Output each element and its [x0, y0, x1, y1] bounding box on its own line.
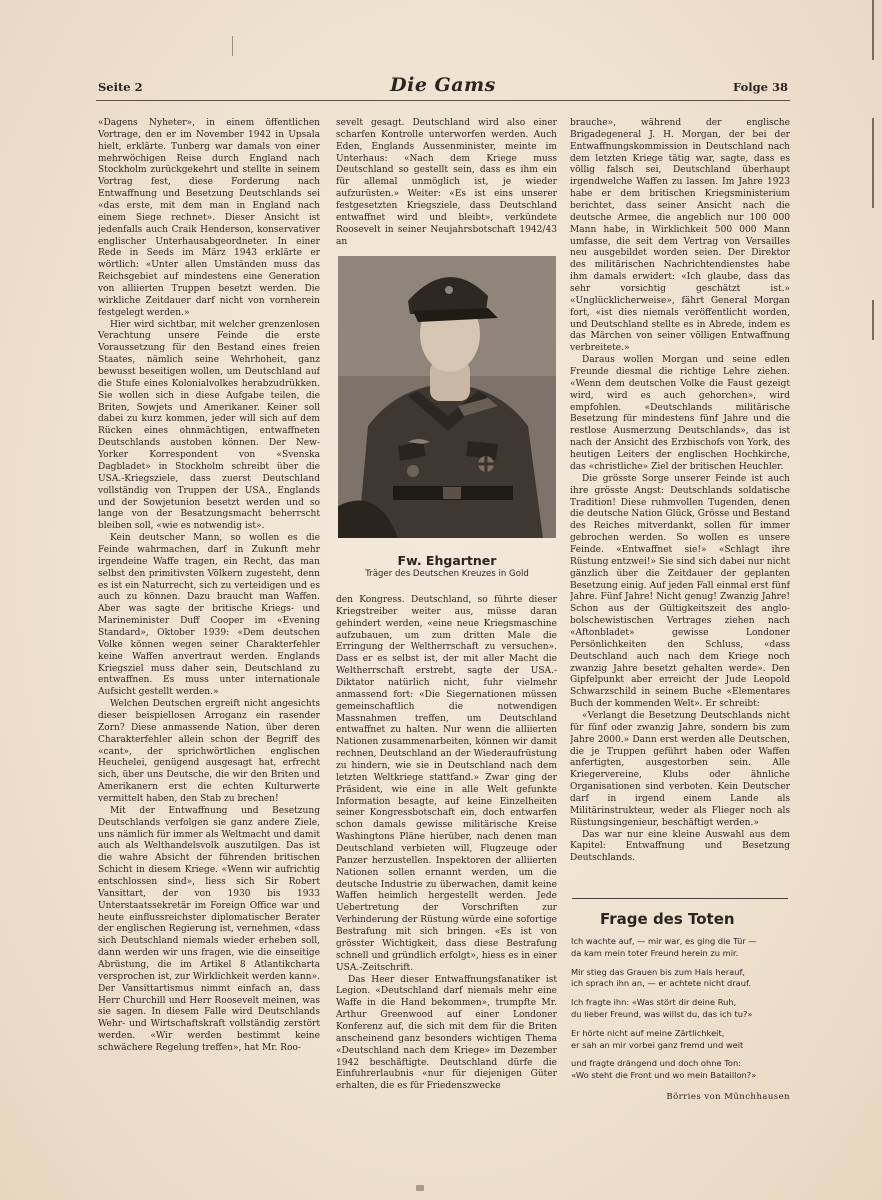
page-number: Seite 2 [98, 80, 143, 94]
poem-title: Frage des Toten [600, 910, 735, 928]
poem-line: Ich wachte auf, — mir war, es ging die Tür — [571, 936, 757, 946]
article-column-2-bottom [336, 595, 557, 1140]
section-divider [572, 898, 788, 899]
paragraph: brauche», während der englische Brigadegeneral J. H. Morgan, der bei der Entwaffnungskommission in Deutschland nach dem letzten Kriege tätig war, sagte, dass es völlig falsch sei, Deutschland überhaupt irgendwelche Waffen zu lassen. Im Jahre 1923 habe er dem britischen Kriegsministerium berichtet, dass seiner Ansicht nach die deutsche Armee, die angeblich nur 100 000 Mann habe, in Wirklichkeit 500 000 Mann umfasse, die seit dem Vertrag von Versailles neu ausgebildet worden seien. Der Direktor des militärischen Nachrichtendienstes habe ihm damals erwidert: «Ich glaube, dass das sehr vorsichtig geschätzt ist.» «Unglücklicherweise», fährt General Morgan fort, «ist dies niemals veröffentlicht worden, und Deutschland stellte es in Abrede, indem es das Märchen von seiner völligen Entwaffnung verbreitete.» [570, 118, 790, 354]
poem-line: er sah an mir vorbei ganz fremd und weit [571, 1039, 744, 1050]
poem-stanza [571, 997, 791, 1021]
poem-stanza [571, 1028, 791, 1052]
poem-stanza [571, 1058, 791, 1082]
photo-caption-name: Fw. Ehgartner [397, 553, 497, 568]
paragraph: Daraus wollen Morgan und seine edlen Freunde diesmal die richtige Lehre ziehen. «Wenn dem deutschen Volke die Faust gezeigt wird, wird es auch gehorchen», wird empfohlen. «Deutschlands militärische Besetzung für mindestens fünf Jahre und die restlose Ausmerzung Deutschlands», das ist nach der Ansicht des Erzbischofs von York, des heutigen Leiters der englischen Hochkirche, das «christliche» Ziel der britischen Heuchler. [570, 355, 790, 472]
poem-stanza [571, 967, 791, 991]
poem-line: Ich fragte ihn: «Was stört dir deine Ruh, [571, 997, 737, 1008]
paper-edge-mark [872, 300, 874, 340]
poem-stanza [571, 936, 791, 960]
photo-caption-text: Träger des Deutschen Kreuzes in Gold [365, 569, 529, 579]
page-header [96, 74, 790, 102]
paper-mark [232, 36, 233, 56]
header-rule [96, 100, 790, 101]
poem-line: und fragte drängend und doch ohne Ton: [571, 1058, 741, 1069]
poem-author: Börries von Münchhausen [666, 1092, 790, 1102]
paragraph: Die grösste Sorge unserer Feinde ist auch ihre grösste Angst: Deutschlands soldatische Tradition! Diese ruhmvollen Tugenden, denen die deutsche Nation Glück, Grösse und Bestand des Reiches mitverdankt, sollen für immer gebrochen werden. So wollen es unsere Feinde. «Entwaffnet sie!» «Schlagt ihre Rüstung entzwei!» Sie sind sich dabei nur nicht gänzlich über die Zeitdauer der geplanten Besetzung einig. Auf jeden Fall einmal erst fünf Jahre. Fünf Jahre! Nicht genug! Zwanzig Jahre! Schon aus der Gültigkeitszeit des anglo-bolschewistischen Vertrages ziehen nach «Aftonbladet» gewisse Londoner Persönlichkeiten den Schluss, «dass Deutschland auch nach dem Kriege noch zwanzig Jahre besetzt gehalten werde». Den Gipfelpunkt aber erreicht der Jude Leopold Schwarzschild in seinem Buche «Elementares Buch der kommenden Welt». Er schreibt: [570, 473, 790, 710]
paragraph: «Dagens Nyheter», in einem öffentlichen Vortrage, den er im November 1942 in Upsala hielt, erklärte. Tunberg war damals von einer mehrwöchigen Reise durch England nach Stockholm zurückgekehrt und stellte in seinem Vortrag fest, diese Forderung nach Entwaffnung und Besetzung Deutschlands sei «das erste, mit dem man in England nach einem Siege rechnet». Dieser Ansicht ist jedenfalls auch Craik Henderson, konservativer englischer Unterhausabgeordneter. In einer Rede in Seeds im März 1943 erklärte er wörtlich: «Unter allen Umständen muss das Reichsgebiet auf mindestens eine Generation von alliierten Truppen besetzt werden. Die wirkliche Zeitdauer darf nicht von vornherein festgelegt werden.» [98, 118, 320, 318]
paragraph: Welchen Deutschen ergreift nicht angesichts dieser beispiellosen Arroganz ein rasender Zorn? Diese anmassende Nation, über deren Charakterfehler allein schon der Begriff des «cant», der sprichwörtlichen englischen Heuchelei, genügend ausgesagt hat, erfrecht sich, über uns Deutsche, die wir den Briten und Amerikanern erst die echten Kulturwerte vermittelt haben, den Stab zu brechen! [98, 699, 320, 804]
masthead-title: Die Gams [390, 74, 496, 96]
paragraph: den Kongress. Deutschland, so führte dieser Kriegstreiber weiter aus, müsse daran gehindert werden, «eine neue Kriegsmaschine aufzubauen, um zum dritten Male die Erringung der Weltherrschaft zu versuchen». Dass er es selbst ist, der mit aller Macht die Weltherrschaft erstrebt, sagte der USA.-Diktator natürlich nicht, fuhr vielmehr anmassend fort: «Die Siegernationen müssen gemeinschaftlich die notwendigen Massnahmen treffen, um Deutschland entwaffnet zu halten. Nur wenn die alliierten Nationen zusammenarbeiten, können wir damit rechnen, Deutschland an der Wiederaufrüstung zu hindern, wie sie in Deutschland nach dem letzten Weltkriege stattfand.» Zwar ging der Präsident, wie eine in alle Welt gefunkte Information besagte, auf keine Einzelheiten seiner Kongressbotschaft ein, doch entwarfen schon damals gewisse militärische Kreise Washingtons Pläne hierüber, nach denen man Deutschland verbieten will, Flugzeuge oder Panzer herzustellen. Inspektoren der alliierten Nationen sollen ernannt werden, um die deutsche Industrie zu überwachen, damit keine Waffen heimlich hergestellt werden. Jede Uebertretung der Vorschriften zur Verhinderung der Rüstung würde eine sofortige Bestrafung mit sich bringen. «Es ist von grösster Wichtigkeit, dass diese Bestrafung schnell und gründlich erfolgt», hiess es in einer USA.-Zeitschrift. [336, 595, 557, 973]
poem-line: du lieber Freund, was willst du, das ich tu?» [571, 1008, 753, 1019]
poem-line: Er hörte nicht auf meine Zärtlichkeit, [571, 1027, 725, 1038]
article-column-1 [98, 118, 320, 1140]
article-column-3 [570, 118, 790, 888]
paper-edge-mark [872, 118, 874, 208]
paragraph: Hier wird sichtbar, mit welcher grenzenlosen Verachtung unsere Feinde die erste Voraussetzung für den Bestand eines freien Staates, nämlich seine Wehrhoheit, ganz bewusst beseitigen wollen, um Deutschland auf die Stufe eines Kolonialvolkes herabzudrükken. Sie wollen sich in diese Aufgabe teilen, die Briten, Sowjets und Amerikaner. Keiner soll dabei zu kurz kommen, jeder will sich auf dem Rücken eines ohnmächtigen, entwaffneten Deutschlands austoben können. Der New-Yorker Korrespondent von «Svenska Dagbladet» in Stockholm schreibt über die USA.-Kriegsziele, dass zuerst Deutschland vollständig von Truppen der USA., Englands und der Sowjetunion besetzt werden und so lange von der Besatzungsmacht beherrscht bleiben soll, «wie es notwendig ist». [98, 319, 320, 532]
portrait-illustration [338, 256, 556, 538]
paragraph: Kein deutscher Mann, so wollen es die Feinde wahrmachen, darf in Zukunft mehr irgendeine Waffe tragen, ein Recht, das man selbst den primitivsten Völkern zugesteht, denn es ist ein Naturrecht, sich zu verteidigen und es auch zu können. Dazu braucht man Waffen. Aber was sagte der britische Kriegs- und Marineminister Duff Cooper im «Evening Standard», Oktober 1939: «Dem deutschen Volke können wegen seiner Charakterfehler keine Waffen anvertraut werden. Englands Kriegsziel muss daher sein, Deutschland zu entwaffnen. Es muss unter internationale Aufsicht gestellt werden.» [98, 533, 320, 698]
poem-line: da kam mein toter Freund herein zu mir. [571, 947, 739, 958]
poem-body [571, 936, 791, 1089]
issue-number: Folge 38 [733, 80, 788, 94]
poem-line: «Wo steht die Front und wo mein Bataillon?» [571, 1070, 757, 1081]
poem-line: Mir stieg das Grauen bis zum Hals herauf, [571, 966, 746, 977]
paper-mark [416, 1185, 424, 1191]
paragraph: Das war nur eine kleine Auswahl aus dem Kapitel: Entwaffnung und Besetzung Deutschlands. [570, 829, 790, 864]
poem-line: ich sprach ihn an, — er achtete nicht drauf. [571, 978, 751, 989]
paragraph: Das Heer dieser Entwaffnungsfanatiker ist Legion. «Deutschland darf niemals mehr eine Waffe in die Hand bekommen», trumpfte Mr. Arthur Greenwood auf einer Londoner Konferenz auf, die sich mit dem für die Briten anscheinend ganz besonders wichtigen Thema «Deutschland nach dem Kriege» im Dezember 1942 beschäftigte. Deutschland dürfe die Einfuhrerlaubnis «nur für diejenigen Güter erhalten, die es für Friedenszwecke [336, 974, 557, 1092]
paragraph: «Verlangt die Besetzung Deutschlands nicht für fünf oder zwanzig Jahre, sondern bis zum Jahre 2000.» Dann erst werden alle Deutschen, die je Truppen geführt haben oder Waffen anfertigten, ausgestorben sein. Alle Kriegervereine, Klubs oder ähnliche Organisationen sind verboten. Kein Deutscher darf in irgend einem Lande als Militärinstrukteur, weder als Flieger noch als Rüstungsingenieur, beschäftigt werden.» [570, 710, 790, 828]
paragraph: Mit der Entwaffnung und Besetzung Deutschlands verfolgen sie ganz andere Ziele, uns nämlich für immer als Weltmacht und damit auch als Welthandelsvolk auszutilgen. Das ist die wahre Absicht der führenden britischen Schicht in diesem Kriege. «Wenn wir aufrichtig entschlossen sind», liess sich Sir Robert Vansittart, der von 1930 bis 1933 Unterstaatssekretär im Foreign Office war und heute einflussreichster diplomatischer Berater der englischen Regierung ist, vernehmen, «dass sich Deutschland niemals wieder erheben soll, dann werden wir uns fragen, wie die einseitige Abrüstung, die im Artikel 8 Atlantikcharta versprochen ist, zur Wirklichkeit werden kann». Der Vansittartismus nimmt einfach an, dass Herr Churchill und Herr Roosevelt meinen, was sie sagen. In diesem Falle wird Deutschlands Wehr- und Wirtschaftskraft vollständig zerstört werden. «Wir werden bestimmt keine schwächere Regelung treffen», hat Mr. Roo- [98, 805, 320, 1054]
paper-edge-mark [872, 0, 874, 60]
paragraph: sevelt gesagt. Deutschland wird also einer scharfen Kontrolle unterworfen werden. Auch Eden, Englands Aussenminister, meinte im Unterhaus: «Nach dem Kriege muss Deutschland so gestellt sein, dass es ihm ein für allemal unmöglich ist, je wieder aufzurüsten.» Weiter: «Es ist eins unserer festgesetzten Kriegsziele, dass Deutschland entwaffnet wird und bleibt», verkündete Roosevelt in seiner Neujahrsbotschaft 1942/43 an [336, 118, 557, 247]
soldier-portrait-photo [338, 256, 556, 538]
article-column-2-top [336, 118, 557, 256]
